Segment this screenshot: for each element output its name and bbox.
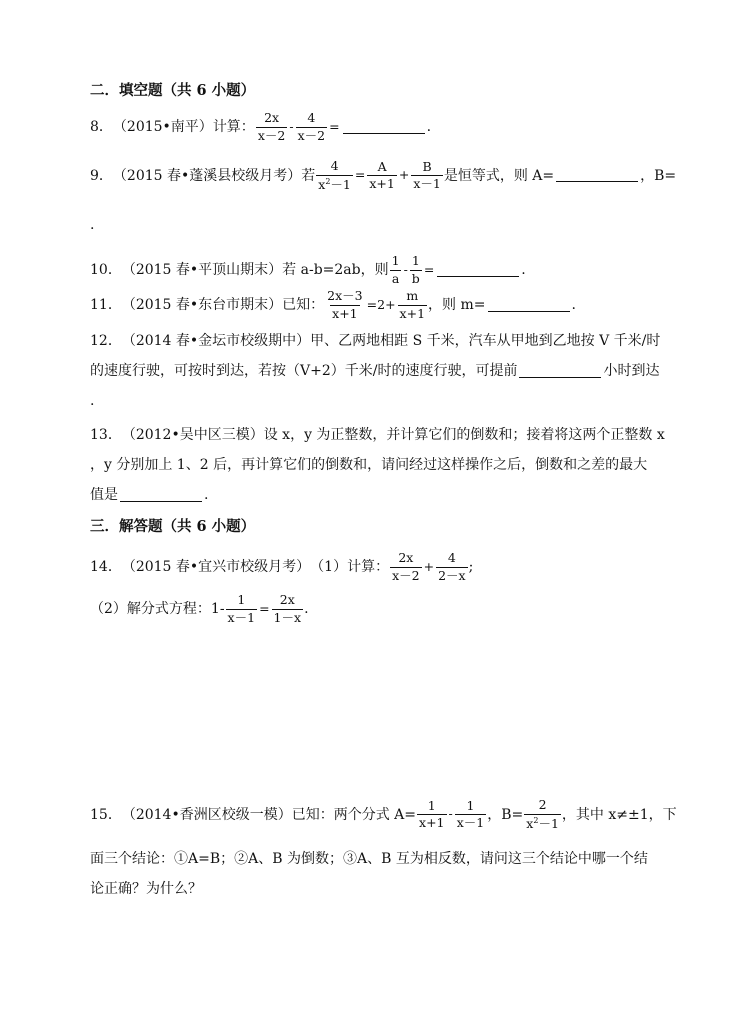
operator: = <box>354 167 366 183</box>
fraction: $\frac{4}{x^2-1}$ <box>318 158 351 192</box>
question-text: 小时到达 <box>603 363 660 379</box>
period: . <box>304 601 309 617</box>
question-text: 若 <box>301 167 316 184</box>
question-number: 12． <box>90 333 122 349</box>
question-text: 计算： <box>212 119 255 135</box>
question-14 <box>90 552 473 582</box>
question-source: （2015 春•平顶山期末） <box>121 262 283 278</box>
question-source: （2015•南平） <box>112 119 213 135</box>
question-number: 11． <box>90 297 122 313</box>
question-12-line-3 <box>90 394 94 408</box>
question-11 <box>90 290 576 320</box>
question-source: （2012•吴中区三模） <box>121 427 264 443</box>
question-source: （2015 春•宜兴市校级月考） <box>121 559 311 575</box>
question-source: （2014•香洲区校级一模） <box>121 806 292 823</box>
question-15-line-3 <box>90 882 202 896</box>
question-15 <box>90 799 677 830</box>
question-12 <box>90 334 660 348</box>
question-text: 的速度行驶，可按时到达，若按（V+2）千米/时的速度行驶，可提前 <box>90 363 518 379</box>
fraction: $\frac{2x}{1-x}$ <box>273 592 302 625</box>
operator: - <box>448 806 453 822</box>
question-number: 13． <box>90 427 122 443</box>
fraction: $\frac{2x-3}{x+1}$ <box>327 288 363 321</box>
question-9 <box>90 160 676 191</box>
fraction: $\frac{1}{a}$ <box>391 253 400 286</box>
operator: + <box>398 167 410 183</box>
question-10 <box>90 255 526 285</box>
operator: = <box>423 261 435 277</box>
question-12-line-2 <box>90 364 659 378</box>
fraction: $\frac{2x}{x-2}$ <box>257 110 286 143</box>
section-heading-solve <box>90 520 255 535</box>
question-number: 9． <box>90 167 113 184</box>
period: . <box>521 262 526 278</box>
question-number: 15． <box>90 806 122 823</box>
section-title: 二．填空题（共 6 小题） <box>90 82 256 99</box>
question-14-part-2 <box>90 594 309 624</box>
operator: - <box>289 118 294 134</box>
question-text: 论正确？为什么？ <box>90 881 202 897</box>
question-text: （2）解分式方程：1- <box>90 601 225 617</box>
question-text: ，则 m= <box>428 297 486 313</box>
question-text: 已知： <box>282 297 325 313</box>
period: . <box>426 119 432 135</box>
question-text: ，B= <box>487 806 524 823</box>
question-8 <box>90 112 431 142</box>
answer-blank[interactable] <box>343 121 425 134</box>
question-text: ，B= <box>640 167 677 184</box>
question-text: 值是 <box>90 487 118 503</box>
fraction: $\frac{A}{x+1}$ <box>369 158 395 192</box>
question-text: （1）计算： <box>310 559 390 575</box>
question-text: 设 x，y 为正整数，并计算它们的倒数和；接着将这两个正整数 x <box>263 427 665 443</box>
fraction: $\frac{2}{x^2-1}$ <box>526 797 559 831</box>
question-number: 10． <box>90 262 122 278</box>
question-text: 若 a-b=2ab，则 <box>282 262 389 278</box>
answer-blank[interactable] <box>519 365 601 378</box>
fraction: $\frac{1}{x-1}$ <box>227 592 256 625</box>
fraction: $\frac{B}{x-1}$ <box>413 158 441 192</box>
question-text: 是恒等式，则 A= <box>443 167 555 184</box>
fraction: $\frac{1}{b}$ <box>411 253 420 286</box>
fraction: $\frac{4}{x-2}$ <box>297 110 326 143</box>
answer-blank[interactable] <box>488 299 570 312</box>
question-number: 14． <box>90 559 122 575</box>
question-source: （2014 春•金坛市校级期中） <box>121 333 311 349</box>
period: . <box>571 297 576 313</box>
answer-blank[interactable] <box>437 264 519 277</box>
question-text: 甲、乙两地相距 S 千米，汽车从甲地到乙地按 V 千米/时 <box>310 333 661 349</box>
answer-blank[interactable] <box>556 169 638 182</box>
operator: =2+ <box>366 296 396 312</box>
answer-blank[interactable] <box>120 489 202 502</box>
fraction: $\frac{1}{x-1}$ <box>456 797 485 831</box>
section-title: 三．解答题（共 6 小题） <box>90 518 256 535</box>
question-text: ，y 分别加上 1、2 后，再计算它们的倒数和，请问经过这样操作之后，倒数和之差的最大 <box>90 457 648 473</box>
question-13-line-3 <box>90 488 208 502</box>
operator: - <box>403 261 408 277</box>
question-text: 已知：两个分式 A= <box>291 806 417 823</box>
semicolon: ; <box>468 559 474 575</box>
question-text: 面三个结论：①A=B；②A、B 为倒数；③A、B 互为相反数，请问这三个结论中哪一个结 <box>90 851 648 867</box>
question-number: 8． <box>90 119 113 135</box>
fraction: $\frac{m}{x+1}$ <box>399 288 426 321</box>
fraction: $\frac{1}{x+1}$ <box>419 797 445 831</box>
fraction: $\frac{2x}{x-2}$ <box>392 550 420 583</box>
question-9-end <box>90 218 94 232</box>
fraction: $\frac{4}{2-x}$ <box>438 550 466 583</box>
period: . <box>90 393 95 409</box>
period: . <box>90 217 95 233</box>
question-source: （2015 春•东台市期末） <box>121 297 283 313</box>
question-13 <box>90 428 665 442</box>
question-text: ，其中 x≠±1，下 <box>561 806 677 823</box>
question-13-line-2 <box>90 458 647 472</box>
operator: + <box>423 558 435 574</box>
question-source: （2015 春•蓬溪县校级月考） <box>112 167 302 184</box>
period: . <box>204 487 209 503</box>
section-heading-fill-in <box>90 84 255 99</box>
operator: = <box>259 600 270 616</box>
operator: = <box>329 118 340 134</box>
question-15-line-2 <box>90 852 648 866</box>
